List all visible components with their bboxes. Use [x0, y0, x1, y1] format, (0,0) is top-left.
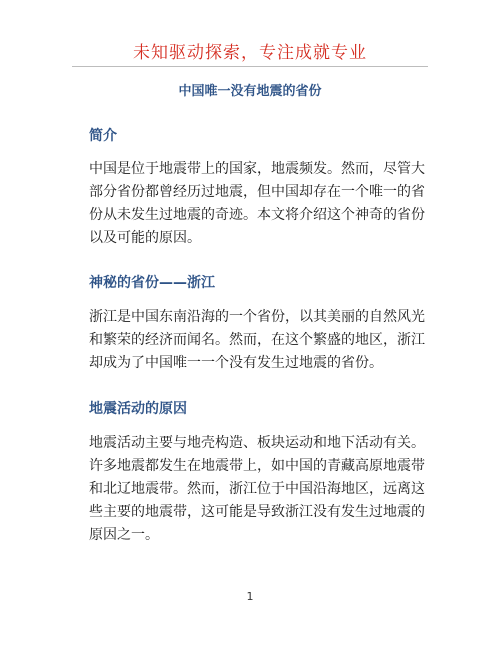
paragraph-text: 浙江是中国东南沿海的一个省份，以其美丽的自然风光和繁荣的经济而闻名。然而，在这个繁盛的地区，浙江却成为了中国唯一一个没有发生过地震的省份。	[89, 309, 425, 371]
header-divider	[72, 66, 428, 67]
section-heading-zhejiang: 神秘的省份——浙江	[89, 275, 215, 291]
paragraph-text: 地震活动主要与地壳构造、板块运动和地下活动有关。许多地震都发生在地震带上，如中国的青藏高原地震带和北辽地震带。然而，浙江位于中国沿海地区，远离这些主要的地震带，这可能是导致浙江没有发生过地震的原因之一。	[89, 435, 425, 543]
paragraph-text: 中国是位于地震带上的国家，地震频发。然而，尽管大部分省份都曾经历过地震，但中国却存在一个唯一的省份从未发生过地震的奇迹。本文将介绍这个神奇的省份以及可能的原因。	[89, 161, 425, 246]
section-paragraph-causes	[89, 432, 429, 547]
section-heading-intro: 简介	[89, 128, 117, 144]
banner-slogan: 未知驱动探索，专注成就专业	[133, 43, 367, 63]
document-title: 中国唯一没有地震的省份	[178, 84, 322, 99]
page-number: 1	[246, 590, 254, 603]
section-paragraph-zhejiang	[89, 306, 429, 375]
section-heading-causes: 地震活动的原因	[89, 401, 187, 417]
section-paragraph-intro	[89, 158, 429, 250]
header-banner	[0, 0, 500, 63]
